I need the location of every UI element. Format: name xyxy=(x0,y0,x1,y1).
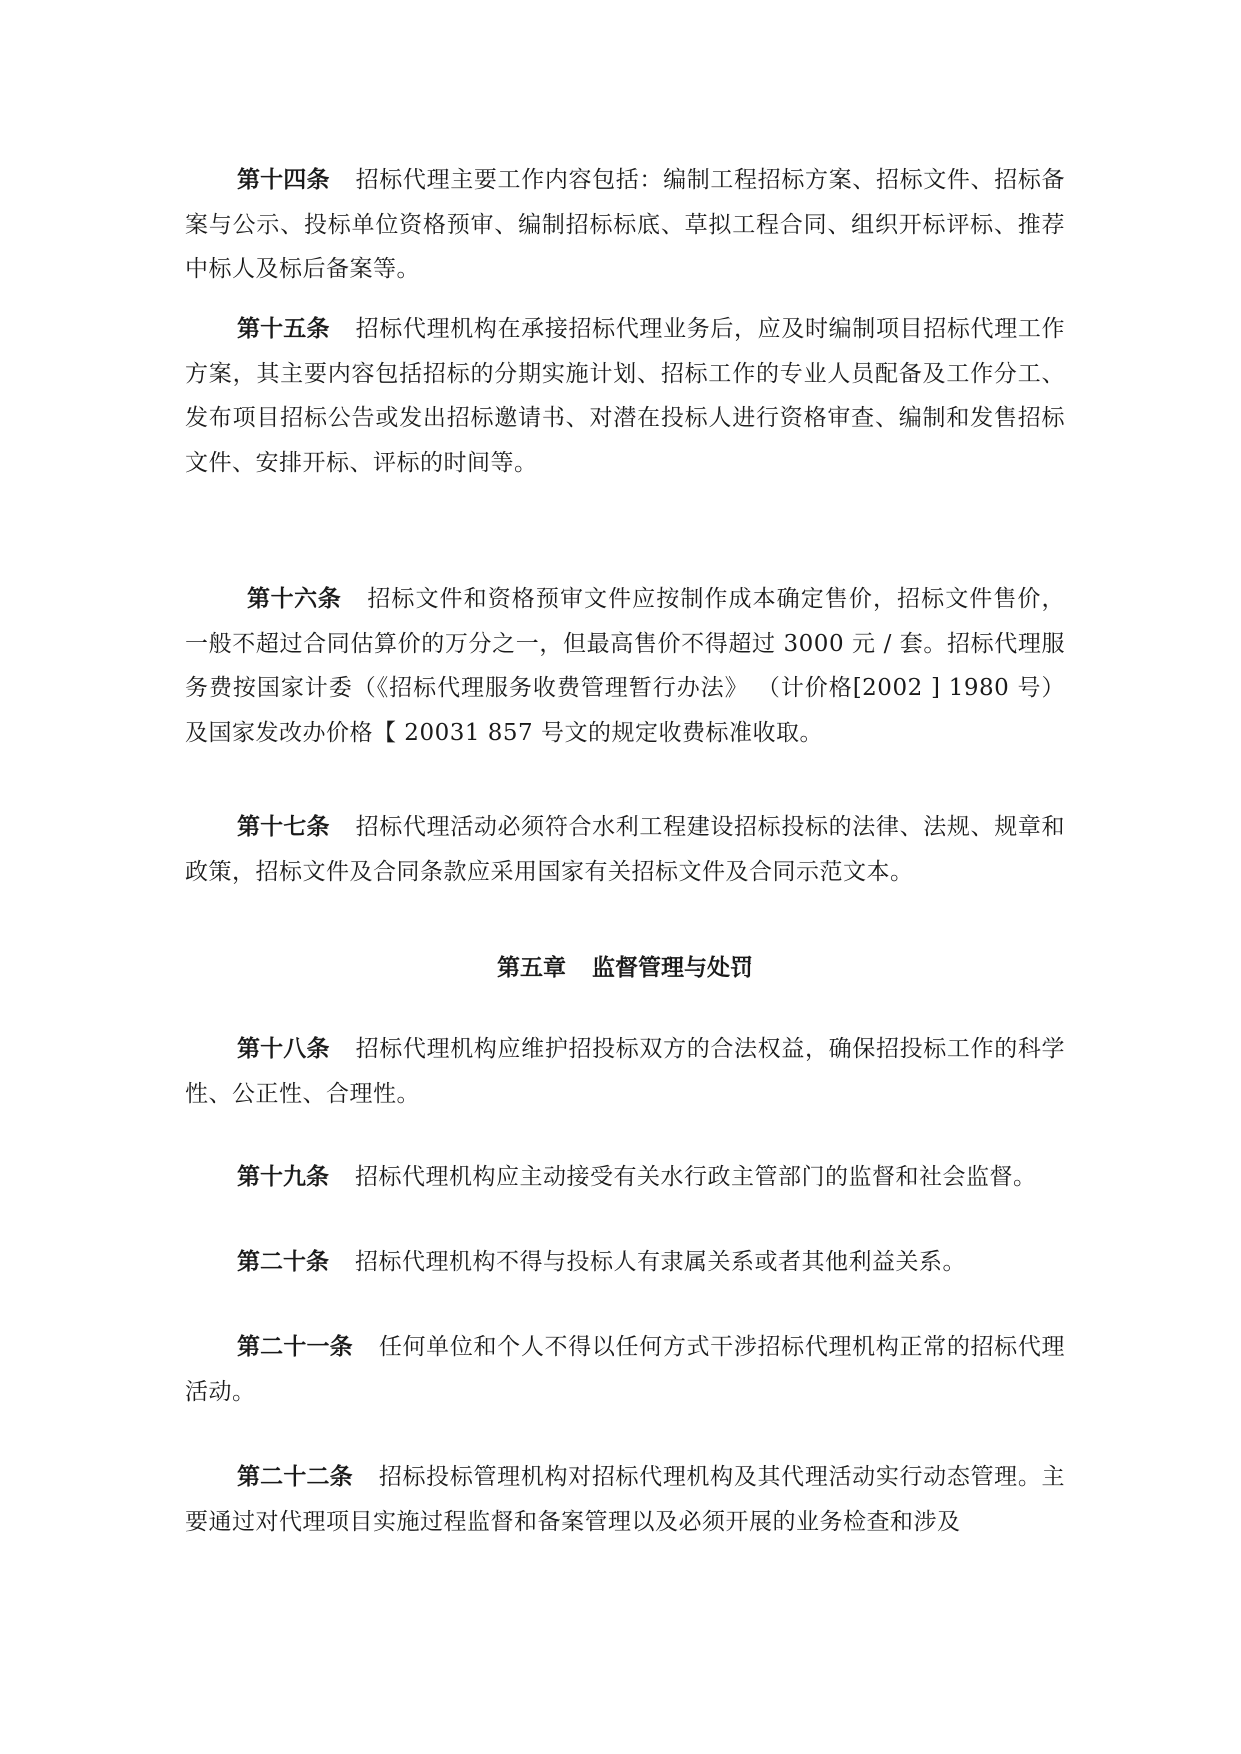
article-text: 招标代理机构不得与投标人有隶属关系或者其他利益关系。 xyxy=(355,1249,966,1275)
article-text: 招标代理机构在承接招标代理业务后，应及时编制项目招标代理工作方案，其主要内容包括招标的分期实施计划、招标工作的专业人员配备及工作分工、发布项目招标公告或发出招标邀请书、对潜在投标人进行资格审查、编制和发售招标文件、安排开标、评标的时间等。 xyxy=(185,316,1066,476)
chapter-title: 监督管理与处罚 xyxy=(592,954,753,981)
article-number: 第二十二条 xyxy=(237,1463,353,1490)
article-text: 招标代理机构应主动接受有关水行政主管部门的监督和社会监督。 xyxy=(355,1164,1037,1190)
article-16 xyxy=(185,577,1065,755)
article-text: 招标文件和资格预审文件应按制作成本确定售价，招标文件售价，一般不超过合同估算价的万分之一，但最高售价不得超过 3000 元 / 套。招标代理服务费按国家计委（《招标代理服务收费管理暂行办法》 （计价格[2002 ] 1980 号）及国家发改办价格【 20031 857 号文的规定收费标准收取。 xyxy=(185,586,1065,746)
article-17 xyxy=(185,805,1065,894)
article-number: 第十四条 xyxy=(237,166,330,193)
article-text: 招标投标管理机构对招标代理机构及其代理活动实行动态管理。主要通过对代理项目实施过程监督和备案管理以及必须开展的业务检查和涉及 xyxy=(185,1464,1066,1535)
article-21 xyxy=(185,1325,1065,1414)
article-number: 第二十条 xyxy=(237,1248,329,1275)
article-14 xyxy=(185,158,1065,292)
article-text: 招标代理活动必须符合水利工程建设招标投标的法律、法规、规章和政策，招标文件及合同条款应采用国家有关招标文件及合同示范文本。 xyxy=(185,814,1066,885)
article-number: 第十五条 xyxy=(237,315,330,342)
article-text: 任何单位和个人不得以任何方式干涉招标代理机构正常的招标代理活动。 xyxy=(185,1334,1066,1405)
chapter-number: 第五章 xyxy=(497,954,566,981)
article-number: 第二十一条 xyxy=(237,1333,353,1360)
article-18 xyxy=(185,1027,1065,1116)
article-number: 第十九条 xyxy=(237,1163,329,1190)
article-22 xyxy=(185,1455,1065,1544)
article-text: 招标代理机构应维护招投标双方的合法权益，确保招投标工作的科学性、公正性、合理性。 xyxy=(185,1036,1066,1107)
article-20 xyxy=(185,1240,1065,1285)
article-19 xyxy=(185,1155,1065,1200)
chapter-heading xyxy=(185,946,1065,990)
article-number: 第十七条 xyxy=(237,813,330,840)
article-number: 第十六条 xyxy=(247,585,342,612)
article-15 xyxy=(185,307,1065,485)
article-number: 第十八条 xyxy=(237,1035,330,1062)
article-text: 招标代理主要工作内容包括：编制工程招标方案、招标文件、招标备案与公示、投标单位资格预审、编制招标标底、草拟工程合同、组织开标评标、推荐中标人及标后备案等。 xyxy=(185,167,1066,282)
